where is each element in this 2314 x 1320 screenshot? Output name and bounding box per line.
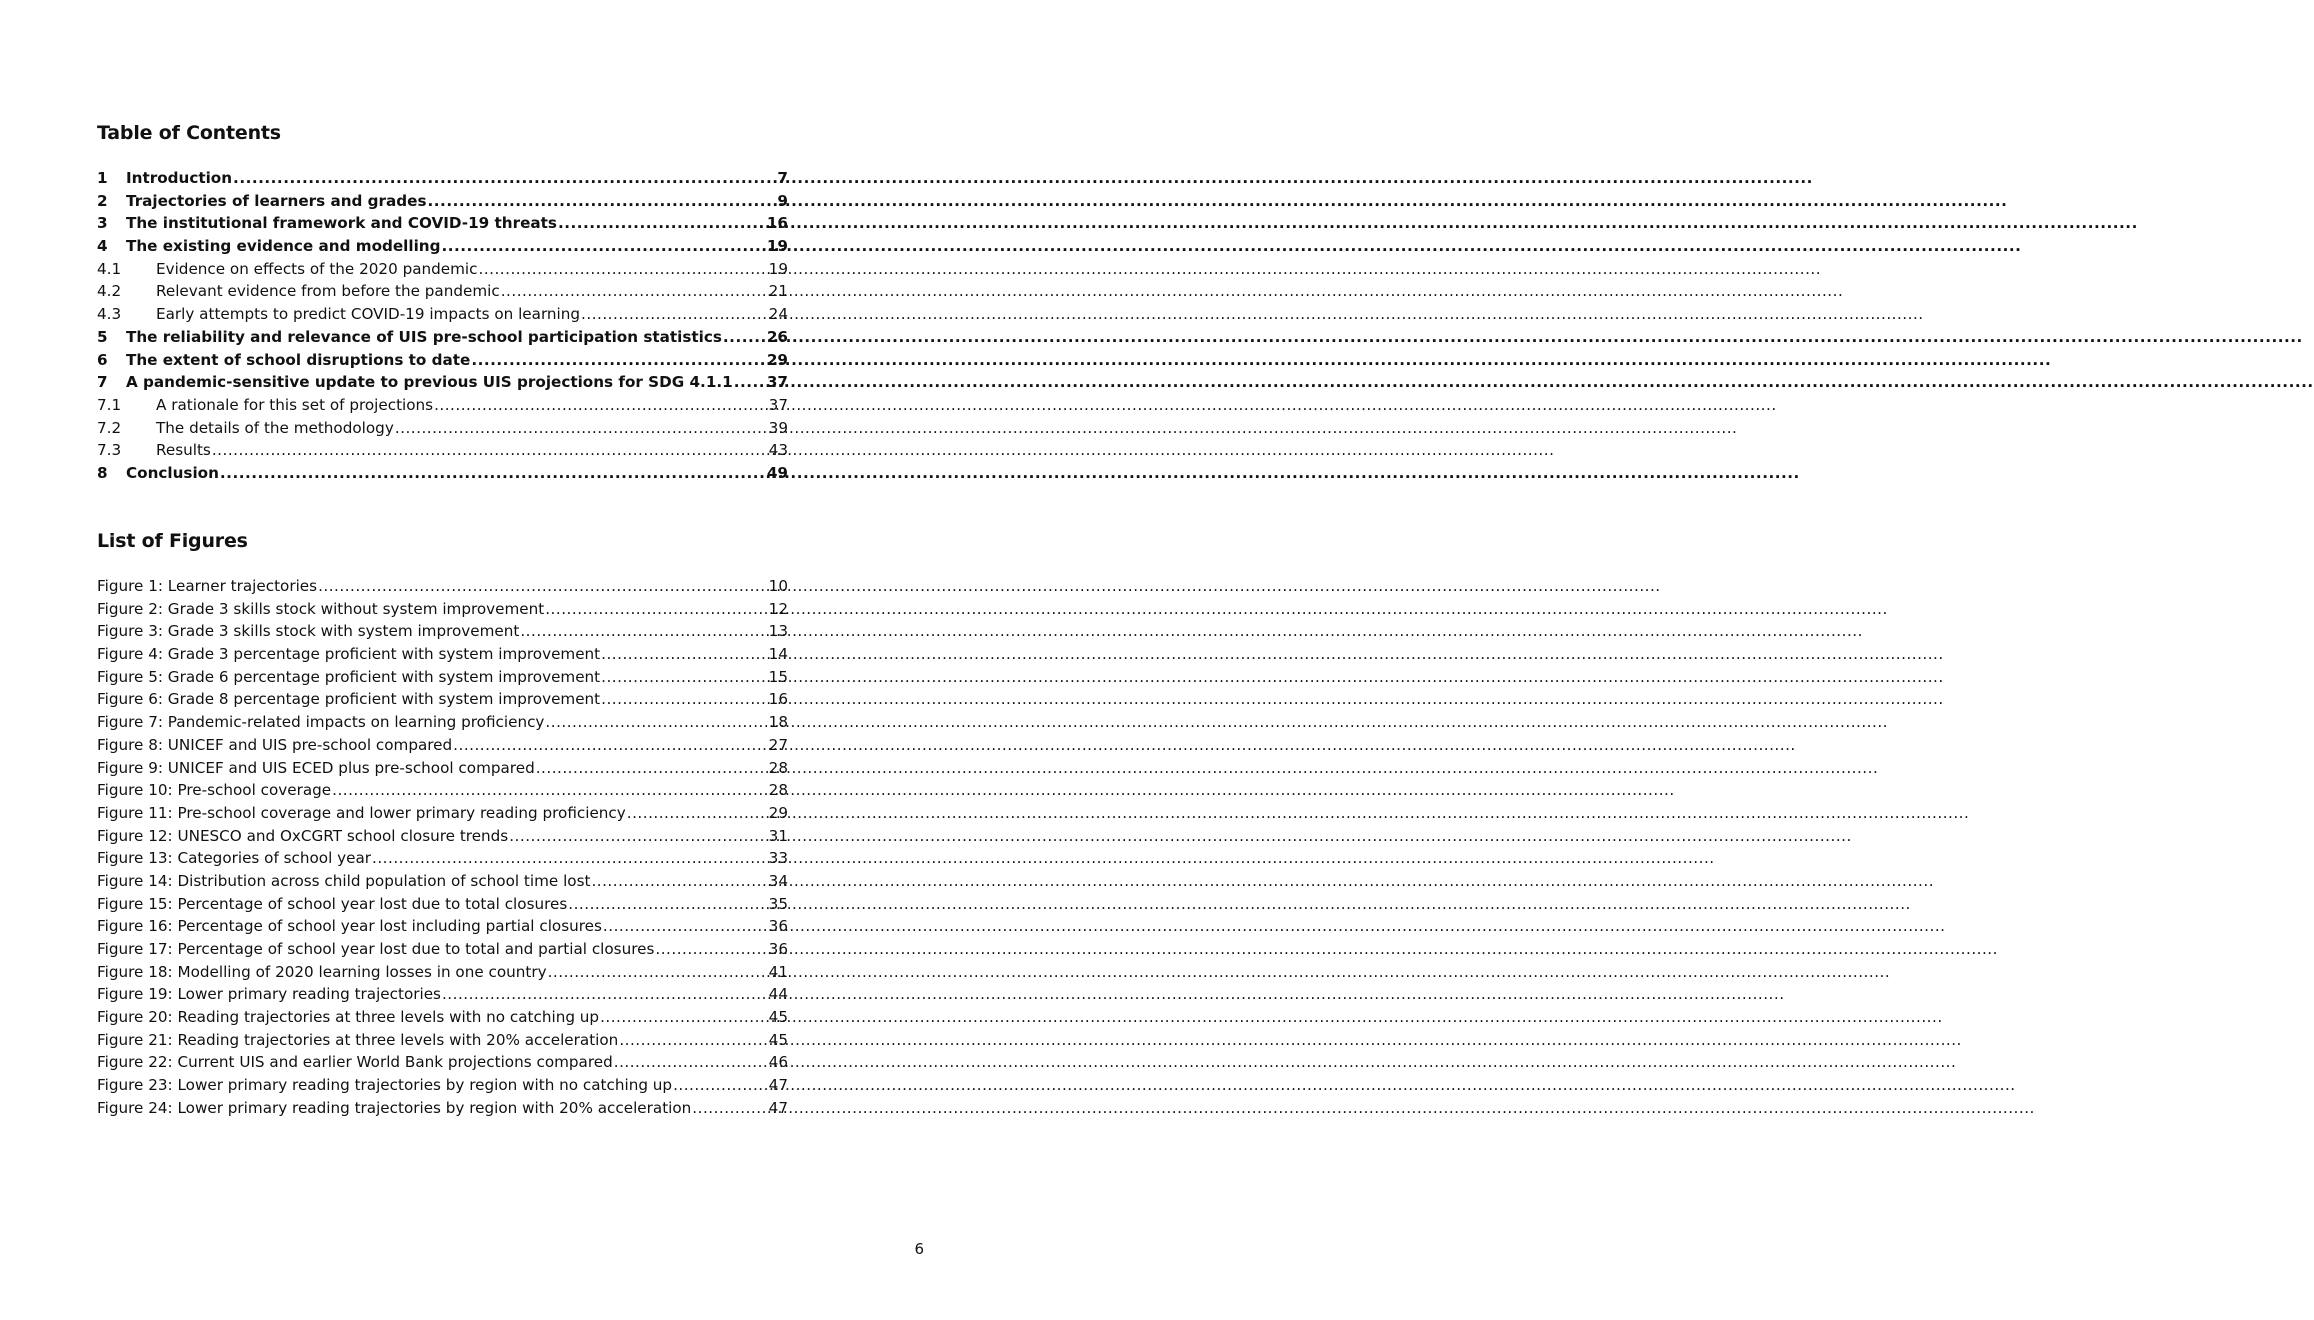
figure-entry-title: Figure 8: UNICEF and UIS pre-school compared: [97, 735, 453, 754]
figure-entry[interactable]: [97, 1074, 788, 1097]
figure-entry-page: 34: [768, 871, 788, 890]
toc-entry-page: 24: [768, 305, 788, 324]
dot-leader: [453, 734, 768, 757]
figure-entry-page: 41: [768, 962, 788, 981]
dot-leader: [601, 643, 768, 666]
figure-entry[interactable]: [97, 575, 788, 598]
dot-leader: [601, 666, 768, 689]
dot-leader: [545, 711, 767, 734]
figure-entry[interactable]: [97, 620, 788, 643]
toc-entry-number: 7: [97, 373, 108, 392]
toc-entry-number: 3: [97, 214, 108, 233]
dot-leader: [501, 280, 768, 303]
toc-entry-page: 37: [768, 395, 788, 414]
dot-leader: [479, 258, 768, 281]
figure-entry-title: Figure 19: Lower primary reading trajectories: [97, 985, 441, 1004]
toc-subentry[interactable]: [97, 258, 788, 281]
dot-leader: [692, 1097, 767, 1120]
toc-subentry[interactable]: [97, 280, 788, 303]
toc-entry-number: 4: [97, 237, 108, 256]
figure-entry-page: 47: [768, 1098, 788, 1117]
dot-leader: [548, 961, 768, 984]
dot-leader: [233, 167, 776, 190]
toc-entry-number: 4.3: [97, 305, 122, 324]
figure-entry-title: Figure 12: UNESCO and OxCGRT school closure trends: [97, 826, 509, 845]
page-number: 6: [914, 1240, 924, 1258]
toc-entry[interactable]: [97, 371, 788, 394]
dot-leader: [558, 212, 766, 235]
toc-entry-page: 19: [768, 259, 788, 278]
toc-entry-number: 7.2: [97, 418, 122, 437]
toc-entry-page: 49: [766, 463, 788, 482]
dot-leader: [591, 870, 767, 893]
toc-subentry[interactable]: [97, 394, 788, 417]
dot-leader: [655, 938, 767, 961]
toc-entry-title: Early attempts to predict COVID-19 impacts on learning: [156, 305, 581, 324]
dot-leader: [471, 349, 766, 372]
toc-entry-number: 8: [97, 463, 108, 482]
toc-entry-title: Trajectories of learners and grades: [126, 191, 427, 210]
toc-entry-page: 39: [768, 418, 788, 437]
figure-entry[interactable]: [97, 893, 788, 916]
figure-entry[interactable]: [97, 1029, 788, 1052]
toc-entry-number: 7.1: [97, 395, 122, 414]
toc-entry[interactable]: [97, 349, 788, 372]
dot-leader: [614, 1051, 768, 1074]
toc-entry-page: 29: [766, 350, 788, 369]
dot-leader: [372, 847, 768, 870]
dot-leader: [600, 1006, 768, 1029]
figure-entry-title: Figure 20: Reading trajectories at three levels with no catching up: [97, 1008, 600, 1027]
figure-entry-page: 13: [768, 622, 788, 641]
dot-leader: [434, 394, 768, 417]
figure-entry-page: 28: [768, 758, 788, 777]
toc-entry-title: The details of the methodology: [156, 418, 394, 437]
toc-entry[interactable]: [97, 326, 788, 349]
figure-entry[interactable]: [97, 711, 788, 734]
toc-entry[interactable]: [97, 235, 788, 258]
figure-entry-title: Figure 7: Pandemic-related impacts on learning proficiency: [97, 713, 545, 732]
toc-entry-number: 6: [97, 350, 108, 369]
figure-entry-page: 10: [768, 577, 788, 595]
figure-entry-page: 15: [768, 667, 788, 686]
figure-entry-page: 16: [768, 690, 788, 709]
figure-entry-title: Figure 1: Learner trajectories: [97, 577, 318, 595]
figure-entry-title: Figure 14: Distribution across child population of school time lost: [97, 871, 591, 890]
figure-entry-page: 14: [768, 645, 788, 664]
figure-entry-title: Figure 17: Percentage of school year lost due to total and partial closures: [97, 940, 655, 958]
toc-entry[interactable]: [97, 462, 788, 485]
figure-entry[interactable]: [97, 734, 788, 757]
figure-entry[interactable]: [97, 757, 788, 780]
figure-entry-page: 31: [768, 826, 788, 845]
toc-subentry[interactable]: [97, 417, 788, 440]
toc-entry-title: Conclusion: [126, 463, 219, 482]
toc-entry-title: The existing evidence and modelling: [126, 237, 441, 256]
toc-entry-page: 43: [768, 441, 788, 460]
list-of-figures-list: [97, 575, 788, 1120]
toc-entry-page: 26: [766, 327, 788, 346]
dot-leader: [581, 303, 768, 326]
dot-leader: [603, 915, 768, 938]
dot-leader: [332, 779, 768, 802]
dot-leader: [442, 983, 768, 1006]
toc-entry-page: 37: [766, 373, 788, 392]
figure-entry-title: Figure 23: Lower primary reading trajectories by region with no catching up: [97, 1076, 673, 1095]
figure-entry-page: 46: [768, 1053, 788, 1072]
figure-entry-title: Figure 2: Grade 3 skills stock without system improvement: [97, 599, 545, 618]
toc-entry-number: 7.3: [97, 441, 122, 460]
figure-entry-page: 45: [768, 1030, 788, 1049]
figure-entry[interactable]: [97, 779, 788, 802]
dot-leader: [220, 462, 766, 485]
figure-entry-page: 36: [768, 917, 788, 936]
toc-heading: Table of Contents: [97, 122, 281, 144]
toc-entry-title: The institutional framework and COVID-19 threats: [126, 214, 557, 233]
figure-entry-title: Figure 16: Percentage of school year lost including partial closures: [97, 917, 602, 936]
figure-entry-page: 33: [768, 849, 788, 868]
toc-entry-number: 4.2: [97, 282, 122, 301]
dot-leader: [441, 235, 765, 258]
figure-entry-page: 35: [768, 894, 788, 913]
figure-entry[interactable]: [97, 983, 788, 1006]
dot-leader: [536, 757, 768, 780]
figure-entry-page: 44: [768, 985, 788, 1004]
toc-entry-number: 1: [97, 169, 108, 187]
dot-leader: [601, 688, 768, 711]
figure-entry-page: 28: [768, 781, 788, 800]
figure-entry[interactable]: [97, 915, 788, 938]
figure-entry-title: Figure 21: Reading trajectories at three levels with 20% acceleration: [97, 1030, 619, 1049]
figure-entry-title: Figure 15: Percentage of school year lost due to total closures: [97, 894, 568, 913]
toc-entry-page: 7: [777, 169, 788, 187]
figure-entry-title: Figure 13: Categories of school year: [97, 849, 372, 868]
figure-entry[interactable]: [97, 961, 788, 984]
figure-entry[interactable]: [97, 938, 788, 961]
toc-entry-title: Introduction: [126, 169, 233, 187]
toc-entry-title: Results: [156, 441, 211, 460]
figure-entry-page: 12: [768, 599, 788, 618]
figure-entry-title: Figure 6: Grade 8 percentage proficient with system improvement: [97, 690, 601, 709]
toc-entry-title: A pandemic-sensitive update to previous UIS projections for SDG 4.1.1: [126, 373, 733, 392]
dot-leader: [734, 371, 766, 394]
figure-entry[interactable]: [97, 1051, 788, 1074]
figure-entry[interactable]: [97, 598, 788, 621]
figure-entry[interactable]: [97, 1006, 788, 1029]
figure-entry-page: 18: [768, 713, 788, 732]
toc-list: [97, 167, 788, 485]
toc-entry-number: 2: [97, 191, 108, 210]
figure-entry-title: Figure 5: Grade 6 percentage proficient with system improvement: [97, 667, 601, 686]
figure-entry[interactable]: [97, 643, 788, 666]
toc-entry-title: The reliability and relevance of UIS pre-school participation statistics: [126, 327, 722, 346]
toc-subentry[interactable]: [97, 439, 788, 462]
figure-entry[interactable]: [97, 688, 788, 711]
dot-leader: [509, 825, 767, 848]
figure-entry-page: 36: [768, 940, 788, 958]
figure-entry-title: Figure 24: Lower primary reading trajectories by region with 20% acceleration: [97, 1098, 692, 1117]
toc-entry[interactable]: [97, 167, 788, 190]
dot-leader: [723, 326, 766, 349]
toc-entry-page: 9: [777, 191, 788, 210]
dot-leader: [318, 575, 768, 598]
figure-entry-page: 47: [768, 1076, 788, 1095]
toc-entry-page: 19: [766, 237, 788, 256]
list-of-figures-heading: List of Figures: [97, 530, 248, 552]
dot-leader: [545, 598, 767, 621]
figure-entry[interactable]: [97, 870, 788, 893]
toc-entry-title: The extent of school disruptions to date: [126, 350, 471, 369]
figure-entry-title: Figure 4: Grade 3 percentage proficient with system improvement: [97, 645, 601, 664]
dot-leader: [212, 439, 768, 462]
figure-entry[interactable]: [97, 847, 788, 870]
figure-entry[interactable]: [97, 825, 788, 848]
figure-entry-title: Figure 22: Current UIS and earlier World Bank projections compared: [97, 1053, 613, 1072]
toc-entry-title: Relevant evidence from before the pandemic: [156, 282, 500, 301]
figure-entry-title: Figure 11: Pre-school coverage and lower primary reading proficiency: [97, 803, 626, 822]
figure-entry[interactable]: [97, 666, 788, 689]
figure-entry[interactable]: [97, 802, 788, 825]
figure-entry-title: Figure 10: Pre-school coverage: [97, 781, 332, 800]
figure-entry-title: Figure 3: Grade 3 skills stock with system improvement: [97, 622, 520, 641]
dot-leader: [619, 1029, 767, 1052]
toc-entry-page: 16: [766, 214, 788, 233]
toc-entry-number: 4.1: [97, 259, 122, 278]
toc-subentry[interactable]: [97, 303, 788, 326]
figure-entry-page: 29: [768, 803, 788, 822]
toc-entry-page: 21: [768, 282, 788, 301]
toc-entry[interactable]: [97, 212, 788, 235]
dot-leader: [520, 620, 767, 643]
dot-leader: [627, 802, 768, 825]
toc-entry-title: Evidence on effects of the 2020 pandemic: [156, 259, 478, 278]
toc-entry-number: 5: [97, 327, 108, 346]
toc-entry[interactable]: [97, 190, 788, 213]
dot-leader: [568, 893, 767, 916]
dot-leader: [395, 417, 768, 440]
figure-entry-page: 45: [768, 1008, 788, 1027]
figure-entry-page: 27: [768, 735, 788, 754]
toc-entry-title: A rationale for this set of projections: [156, 395, 434, 414]
figure-entry-title: Figure 18: Modelling of 2020 learning losses in one country: [97, 962, 547, 981]
dot-leader: [428, 190, 777, 213]
figure-entry-title: Figure 9: UNICEF and UIS ECED plus pre-school compared: [97, 758, 535, 777]
dot-leader: [673, 1074, 768, 1097]
figure-entry[interactable]: [97, 1097, 788, 1120]
